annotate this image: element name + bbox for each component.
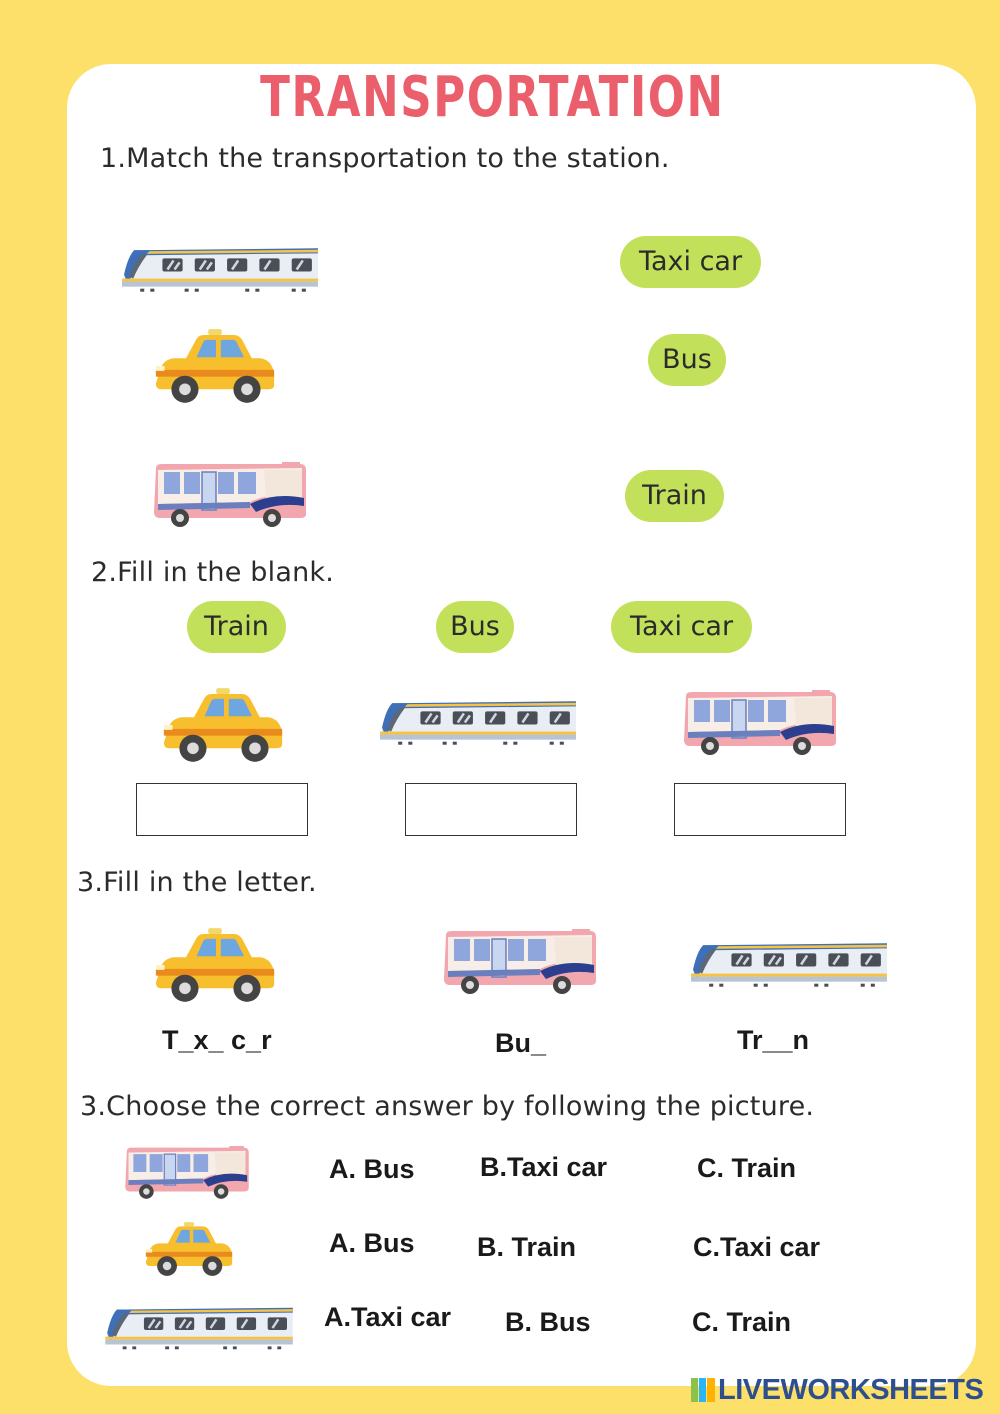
answer-box-train[interactable]: [405, 783, 577, 836]
train-image: [99, 1300, 301, 1358]
word-bank-bus[interactable]: Bus: [436, 601, 514, 653]
bus-image: [680, 686, 840, 758]
word-bank-taxi-car[interactable]: Taxi car: [611, 601, 752, 653]
bus-image: [122, 1142, 252, 1202]
match-label-train[interactable]: Train: [625, 470, 724, 522]
section1-heading: 1.Match the transportation to the station.: [100, 143, 670, 174]
row2-option-a[interactable]: A. Bus: [329, 1228, 415, 1258]
bus-image: [440, 924, 600, 998]
row1-option-b[interactable]: B.Taxi car: [480, 1152, 608, 1182]
taxi-image: [160, 686, 286, 764]
brand-logo: [690, 1374, 983, 1406]
brand-mark-icon: [690, 1377, 716, 1403]
word-bank-train[interactable]: Train: [187, 601, 286, 653]
section3-heading: 3.Fill in the letter.: [77, 867, 317, 898]
row3-option-a[interactable]: A.Taxi car: [324, 1302, 452, 1332]
page-title: TRANSPORTATION: [260, 65, 725, 130]
section4-heading: 3.Choose the correct answer by following the picture.: [80, 1091, 815, 1122]
taxi-image: [143, 1218, 235, 1280]
letter-word-bus[interactable]: Bu_: [495, 1028, 547, 1058]
train-image: [378, 693, 580, 754]
brand-name: LIVEWORKSHEETS: [718, 1374, 984, 1406]
train-image: [689, 935, 891, 996]
row3-option-b[interactable]: B. Bus: [505, 1307, 591, 1337]
row1-option-a[interactable]: A. Bus: [329, 1154, 415, 1184]
row2-option-b[interactable]: B. Train: [477, 1232, 577, 1262]
match-label-bus[interactable]: Bus: [648, 334, 726, 386]
row3-option-c[interactable]: C. Train: [692, 1307, 792, 1337]
answer-box-bus[interactable]: [674, 783, 846, 836]
bus-image[interactable]: [150, 458, 310, 530]
train-image[interactable]: [120, 240, 322, 301]
row1-option-c[interactable]: C. Train: [697, 1153, 797, 1183]
section2-heading: 2.Fill in the blank.: [91, 557, 335, 588]
letter-word-taxi[interactable]: T_x_ c_r: [162, 1025, 272, 1055]
match-label-taxi-car[interactable]: Taxi car: [620, 236, 761, 288]
letter-word-train[interactable]: Tr__n: [737, 1025, 810, 1055]
taxi-image: [152, 926, 278, 1004]
row2-option-c[interactable]: C.Taxi car: [693, 1232, 821, 1262]
taxi-image[interactable]: [152, 327, 278, 405]
answer-box-taxi[interactable]: [136, 783, 308, 836]
